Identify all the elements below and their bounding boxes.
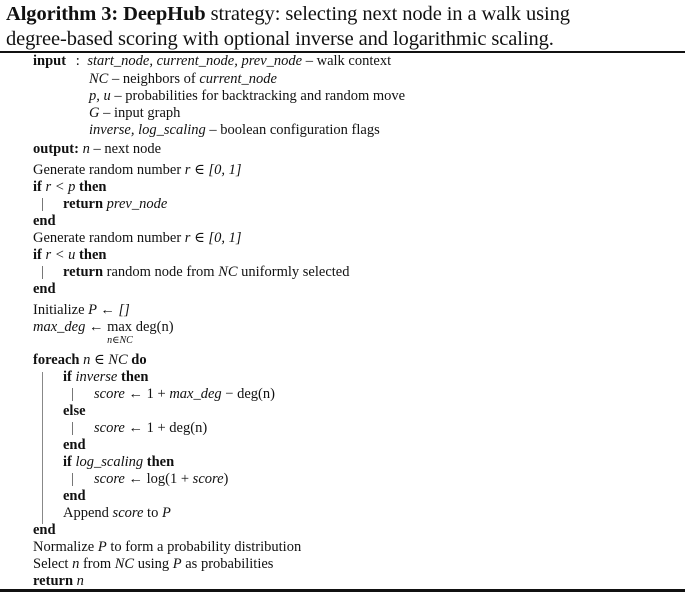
var: n: [72, 556, 80, 572]
var: inverse: [75, 369, 118, 385]
select-line: [33, 556, 273, 573]
text: Generate random number: [33, 230, 185, 246]
input-desc: – probabilities for backtracking and random move: [110, 88, 406, 104]
condition: n ∈ NC: [79, 352, 132, 368]
max-deg-line: [33, 319, 174, 346]
block-bar: [72, 473, 73, 486]
input-vars: start_node, current_node, prev_node: [87, 53, 303, 69]
algorithm-caption: [6, 2, 681, 52]
var: P: [97, 539, 107, 555]
var: score: [94, 420, 125, 436]
end-line: end: [33, 281, 56, 297]
do-keyword: do: [131, 352, 147, 368]
if-keyword: if: [63, 454, 72, 470]
text: as probabilities: [181, 556, 274, 572]
generate-random-line-1: [33, 162, 241, 179]
var: n: [76, 573, 84, 589]
text: uniformly selected: [237, 264, 350, 280]
input-line-4: [89, 105, 180, 122]
condition: r < p: [41, 179, 80, 195]
fn: deg(n): [132, 319, 174, 335]
return-prev-line: [63, 196, 167, 213]
input-vars: inverse, log_scaling: [89, 122, 206, 138]
foreach-keyword: foreach: [33, 352, 80, 368]
text: Initialize: [33, 302, 89, 318]
input-desc: – walk context: [302, 53, 392, 69]
output-var: n: [82, 141, 90, 157]
else-line: else: [63, 403, 86, 419]
final-return-line: [33, 573, 84, 590]
input-line-5: [89, 122, 380, 139]
input-vars: G: [89, 105, 100, 121]
end-line: end: [33, 213, 56, 229]
block-bar: [72, 388, 73, 401]
var: max_deg: [169, 386, 222, 402]
score-else-line: [94, 420, 207, 437]
append-line: [63, 505, 171, 522]
text: to: [143, 505, 162, 521]
return-keyword: return: [33, 573, 74, 589]
input-colon: :: [75, 53, 80, 69]
input-keyword: input: [33, 53, 67, 69]
if-keyword: if: [63, 369, 72, 385]
algorithm-name: DeepHub: [123, 3, 206, 25]
input-desc: – boolean configuration flags: [205, 122, 380, 138]
input-line-2: [89, 71, 277, 88]
var: P: [161, 505, 171, 521]
var: score: [112, 505, 144, 521]
foreach-line: [33, 352, 147, 369]
block-bar: [42, 266, 43, 279]
var: score: [192, 471, 224, 487]
then-keyword: then: [79, 179, 107, 195]
bottom-rule: [0, 589, 685, 592]
if-inverse-line: [63, 369, 148, 386]
expr: ← log(1 +: [124, 471, 193, 487]
expr: ← 1 +: [124, 386, 170, 402]
expr: ): [223, 471, 229, 487]
algorithm-label: Algorithm 3:: [6, 3, 119, 25]
input-vars: NC: [89, 71, 109, 87]
input-line-1: [33, 53, 391, 70]
input-var: current_node: [199, 71, 277, 87]
foreach-block-bar: [42, 372, 43, 524]
input-vars: p, u: [89, 88, 111, 104]
text: Select: [33, 556, 73, 572]
var: log_scaling: [75, 454, 144, 470]
generate-random-line-2: [33, 230, 241, 247]
return-keyword: return: [63, 264, 104, 280]
return-random-line: [63, 264, 349, 281]
var: score: [94, 386, 125, 402]
output-line: [33, 141, 161, 158]
var: max_deg: [33, 319, 86, 335]
text: Normalize: [33, 539, 98, 555]
then-keyword: then: [146, 454, 175, 470]
output-keyword: output:: [33, 141, 79, 157]
block-bar: [42, 198, 43, 211]
math: r ∈ [0, 1]: [184, 230, 242, 246]
then-keyword: then: [120, 369, 149, 385]
output-desc: – next node: [89, 141, 162, 157]
condition: r < u: [41, 247, 80, 263]
op: max: [107, 319, 133, 335]
var: prev_node: [106, 196, 168, 212]
caption-text-line1: strategy: selecting next node in a walk using: [205, 3, 570, 25]
math: P ← []: [88, 302, 130, 318]
score-inverse-line: [94, 386, 275, 403]
end-line: end: [63, 488, 86, 504]
block-bar: [72, 422, 73, 435]
text: Append: [63, 505, 113, 521]
if-keyword: if: [33, 247, 42, 263]
caption-text-line2: degree-based scoring with optional inverse and logarithmic scaling.: [6, 28, 554, 50]
end-foreach-line: end: [33, 522, 56, 538]
input-line-3: [89, 88, 405, 105]
text: from: [79, 556, 115, 572]
input-desc: – neighbors of: [108, 71, 200, 87]
input-desc: – input graph: [99, 105, 181, 121]
var: NC: [218, 264, 238, 280]
text: to form a probability distribution: [106, 539, 302, 555]
var: NC: [114, 556, 135, 572]
normalize-line: [33, 539, 301, 556]
initialize-line: [33, 302, 130, 319]
text: random node from: [103, 264, 219, 280]
if-backtrack-line: [33, 179, 106, 196]
if-random-line: [33, 247, 106, 264]
max-operator: [107, 319, 133, 346]
if-log-scaling-line: [63, 454, 174, 471]
math: r ∈ [0, 1]: [184, 162, 242, 178]
end-line: end: [63, 437, 86, 453]
expr: ← 1 + deg(n): [124, 420, 208, 436]
text: using: [134, 556, 173, 572]
expr: − deg(n): [221, 386, 275, 402]
arrow: ←: [85, 319, 108, 335]
then-keyword: then: [79, 247, 107, 263]
text: Generate random number: [33, 162, 185, 178]
score-log-line: [94, 471, 228, 488]
var: P: [172, 556, 182, 572]
var: score: [94, 471, 125, 487]
return-keyword: return: [63, 196, 104, 212]
subscript: n∈NC: [107, 335, 133, 346]
if-keyword: if: [33, 179, 42, 195]
